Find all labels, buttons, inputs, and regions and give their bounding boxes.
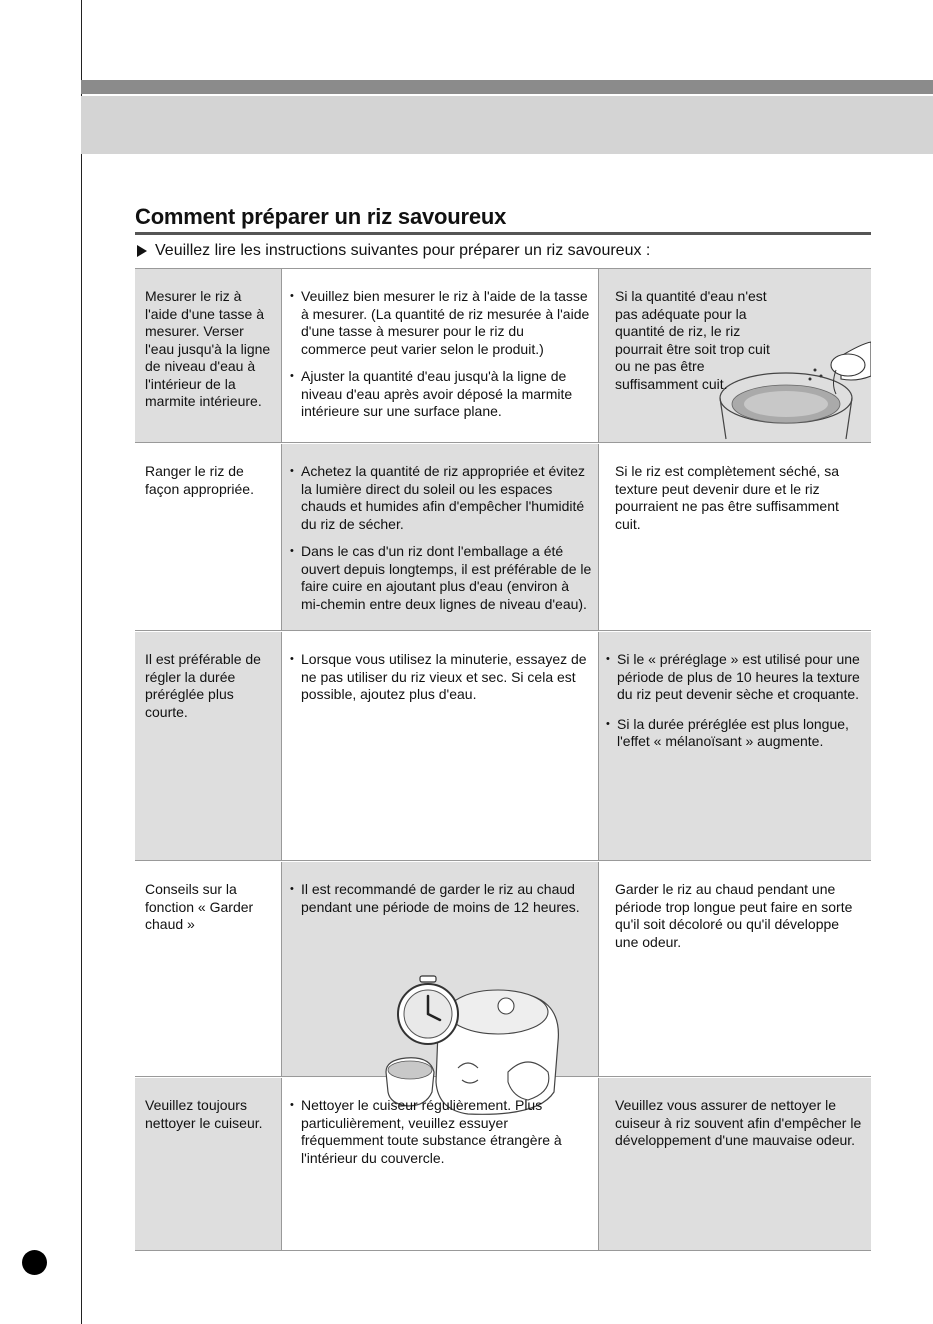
row-note: Si le riz est complètement séché, sa texture peut devenir dure et le riz pourraient ne pas être suffisamment cuit. [615, 463, 840, 532]
row-label: Il est préférable de régler la durée préréglée plus courte. [135, 632, 281, 860]
row-note: Garder le riz au chaud pendant une période trop longue peut faire en sorte qu'il soit décoloré ou qu'il développe une odeur. [615, 881, 853, 950]
tip-item: • Ajuster la quantité d'eau jusqu'à la ligne de niveau d'eau après avoir déposé la marmite intérieure sur une surface plane. [290, 368, 592, 421]
play-arrow-icon [137, 245, 147, 257]
page-number-dot [22, 1250, 47, 1275]
row-label: Veuillez toujours nettoyer le cuiseur. [135, 1078, 281, 1250]
row-tips [281, 1078, 599, 1250]
intro-line [137, 242, 650, 260]
row-tips [281, 444, 599, 630]
row-note [599, 269, 871, 442]
table-row [135, 632, 871, 861]
table-row [135, 862, 871, 1077]
note-item: • Si la durée préréglée est plus longue, l'effet « mélanoïsant » augmente. [606, 716, 863, 751]
tip-item: • Veuillez bien mesurer le riz à l'aide de la tasse à mesurer. (La quantité de riz mesurée à l'aide d'une tasse à mesurer pour le riz du commerce peut varier selon le produit.) [290, 288, 592, 358]
table-row [135, 444, 871, 631]
table-row [135, 1078, 871, 1251]
row-tips [281, 632, 599, 860]
row-label: Ranger le riz de façon appropriée. [145, 463, 254, 497]
header-band [81, 96, 933, 154]
tip-item: • Achetez la quantité de riz appropriée et évitez la lumière direct du soleil ou les espaces chauds et humides afin d'empêcher l'humidité du riz de sécher. [290, 463, 592, 533]
page-title: Comment préparer un riz savoureux [135, 204, 507, 229]
tip-item: • Nettoyer le cuiseur régulièrement. Plus particulièrement, veuillez essuyer fréquemment toute substance étrangère à l'intérieur du couvercle. [290, 1097, 592, 1167]
title-underline [135, 232, 871, 235]
tip-item: • Lorsque vous utilisez la minuterie, essayez de ne pas utiliser du riz vieux et sec. Si cela est possible, ajoutez plus d'eau. [290, 651, 592, 704]
tip-item: • Il est recommandé de garder le riz au chaud pendant une période de moins de 12 heures. [290, 881, 592, 916]
row-label: Mesurer le riz à l'aide d'une tasse à mesurer. Verser l'eau jusqu'à la ligne de niveau d'eau à l'intérieur de la marmite intérieure. [135, 269, 281, 442]
tips-table [135, 268, 871, 1251]
row-tips [281, 269, 599, 442]
row-tips [281, 862, 599, 1076]
row-notes [599, 632, 871, 860]
note-text: Si la quantité d'eau n'est pas adéquate pour la quantité de riz, le riz pourrait être soit trop cuit ou ne pas être suffisamment cuit. [615, 288, 770, 392]
note-item: • Si le « préréglage » est utilisé pour une période de plus de 10 heures la texture du riz peut devenir sèche et croquante. [606, 651, 863, 704]
header-band-dark [81, 80, 933, 94]
table-row [135, 269, 871, 443]
tip-item: • Dans le cas d'un riz dont l'emballage a été ouvert depuis longtemps, il est préférable de le faire cuire en ajoutant plus d'eau (environ à mi-chemin entre deux lignes de niveau d'eau). [290, 543, 592, 613]
row-label: Conseils sur la fonction « Garder chaud » [145, 881, 254, 932]
intro-text: Veuillez lire les instructions suivantes pour préparer un riz savoureux : [155, 242, 651, 259]
page-margin-line [81, 0, 82, 1324]
row-note: Veuillez vous assurer de nettoyer le cuiseur à riz souvent afin d'empêcher le développement d'une mauvaise odeur. [599, 1078, 871, 1250]
